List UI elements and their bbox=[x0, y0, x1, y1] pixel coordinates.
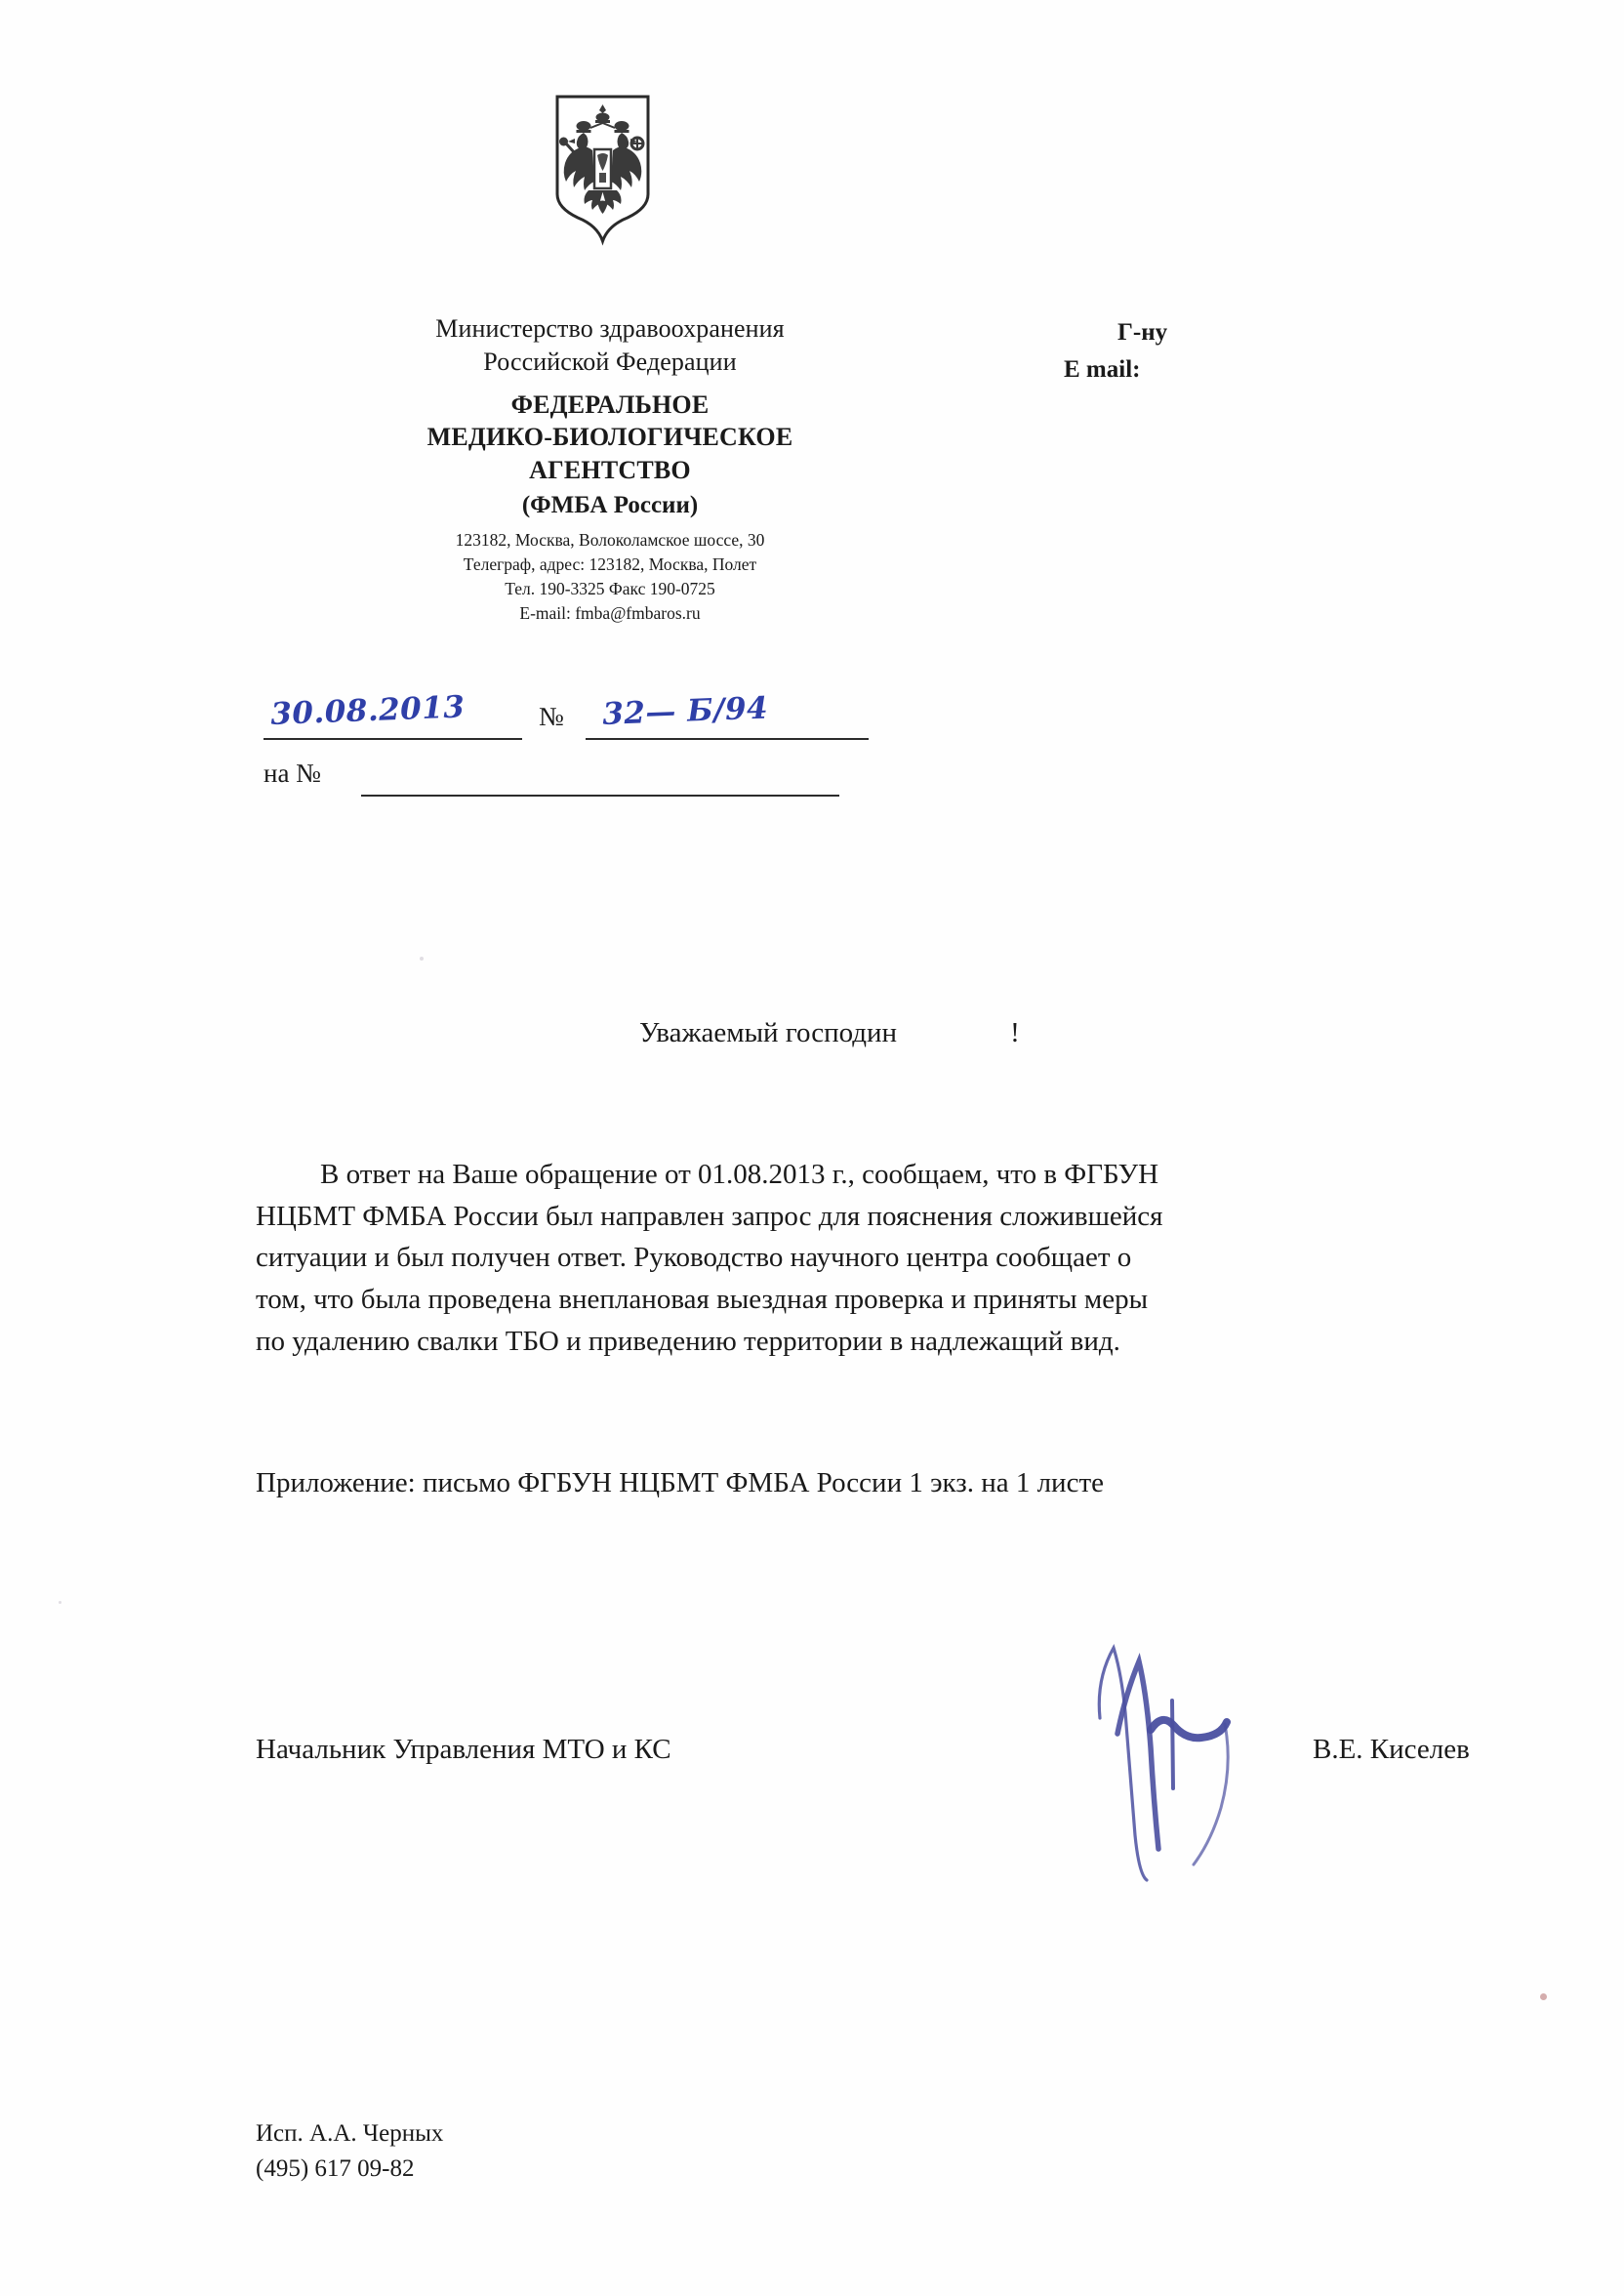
email-address: E-mail: fmba@fmbaros.ru bbox=[519, 602, 701, 623]
agency-line-3: АГЕНТСТВО bbox=[529, 456, 691, 485]
scan-speck bbox=[1540, 1993, 1547, 2000]
agency-line-2: МЕДИКО-БИОЛОГИЧЕСКОЕ bbox=[426, 423, 793, 452]
scan-speck bbox=[59, 1601, 61, 1604]
ministry-line-2: Российской Федерации bbox=[483, 348, 737, 377]
scan-speck bbox=[420, 957, 424, 961]
signer-name: В.Е. Киселев bbox=[1313, 1734, 1470, 1765]
addressee-salutation: Г-ну bbox=[1117, 319, 1168, 346]
handwritten-signature bbox=[1078, 1640, 1303, 1884]
handwritten-number: 32— Б/94 bbox=[601, 690, 769, 732]
attachment-line: Приложение: письмо ФГБУН НЦБМТ ФМБА России 1 экз. на 1 листе bbox=[256, 1467, 1104, 1498]
phone-fax: Тел. 190-3325 Факс 190-0725 bbox=[505, 578, 715, 598]
body-text bbox=[256, 1154, 1417, 1362]
body-line-2: НЦБМТ ФМБА России был направлен запрос для пояснения сложившейся bbox=[256, 1200, 1163, 1232]
executor-block bbox=[256, 2116, 443, 2188]
agency-line-1: ФЕДЕРАЛЬНОЕ bbox=[510, 390, 710, 419]
ministry-line-1: Министерство здравоохранения bbox=[435, 314, 785, 343]
body-line-1: В ответ на Ваше обращение от 01.08.2013 г., сообщаем, что в ФГБУН bbox=[320, 1159, 1159, 1190]
executor-phone: (495) 617 09-82 bbox=[256, 2155, 415, 2183]
incoming-number-rule bbox=[361, 795, 839, 797]
coat-of-arms-icon bbox=[551, 93, 654, 249]
salutation: Уважаемый господин ! bbox=[639, 1017, 1020, 1048]
addressee-block bbox=[1064, 314, 1454, 388]
reference-row-incoming bbox=[264, 740, 947, 797]
executor-name: Исп. А.А. Черных bbox=[256, 2120, 444, 2147]
number-label: № bbox=[539, 702, 564, 731]
agency-short-name: (ФМБА России) bbox=[521, 492, 699, 519]
handwritten-date: 30.08.2013 bbox=[269, 689, 467, 732]
reference-row-date bbox=[264, 683, 947, 740]
incoming-number-label: на № bbox=[264, 758, 321, 788]
body-line-4: том, что была проведена внеплановая выездная проверка и приняты меры bbox=[256, 1283, 1149, 1315]
telegraph-address: Телеграф, адрес: 123182, Москва, Полет bbox=[463, 554, 757, 574]
reference-block bbox=[264, 683, 947, 797]
postal-address: 123182, Москва, Волоколамское шоссе, 30 bbox=[455, 530, 765, 551]
body-line-3: ситуации и был получен ответ. Руководство научного центра сообщает о bbox=[256, 1242, 1132, 1274]
signer-title: Начальник Управления МТО и КС bbox=[256, 1734, 671, 1765]
addressee-email-label: E mail: bbox=[1064, 355, 1141, 383]
letterhead bbox=[268, 312, 952, 625]
body-line-5: по удалению свалки ТБО и приведению территории в надлежащий вид. bbox=[256, 1325, 1120, 1357]
